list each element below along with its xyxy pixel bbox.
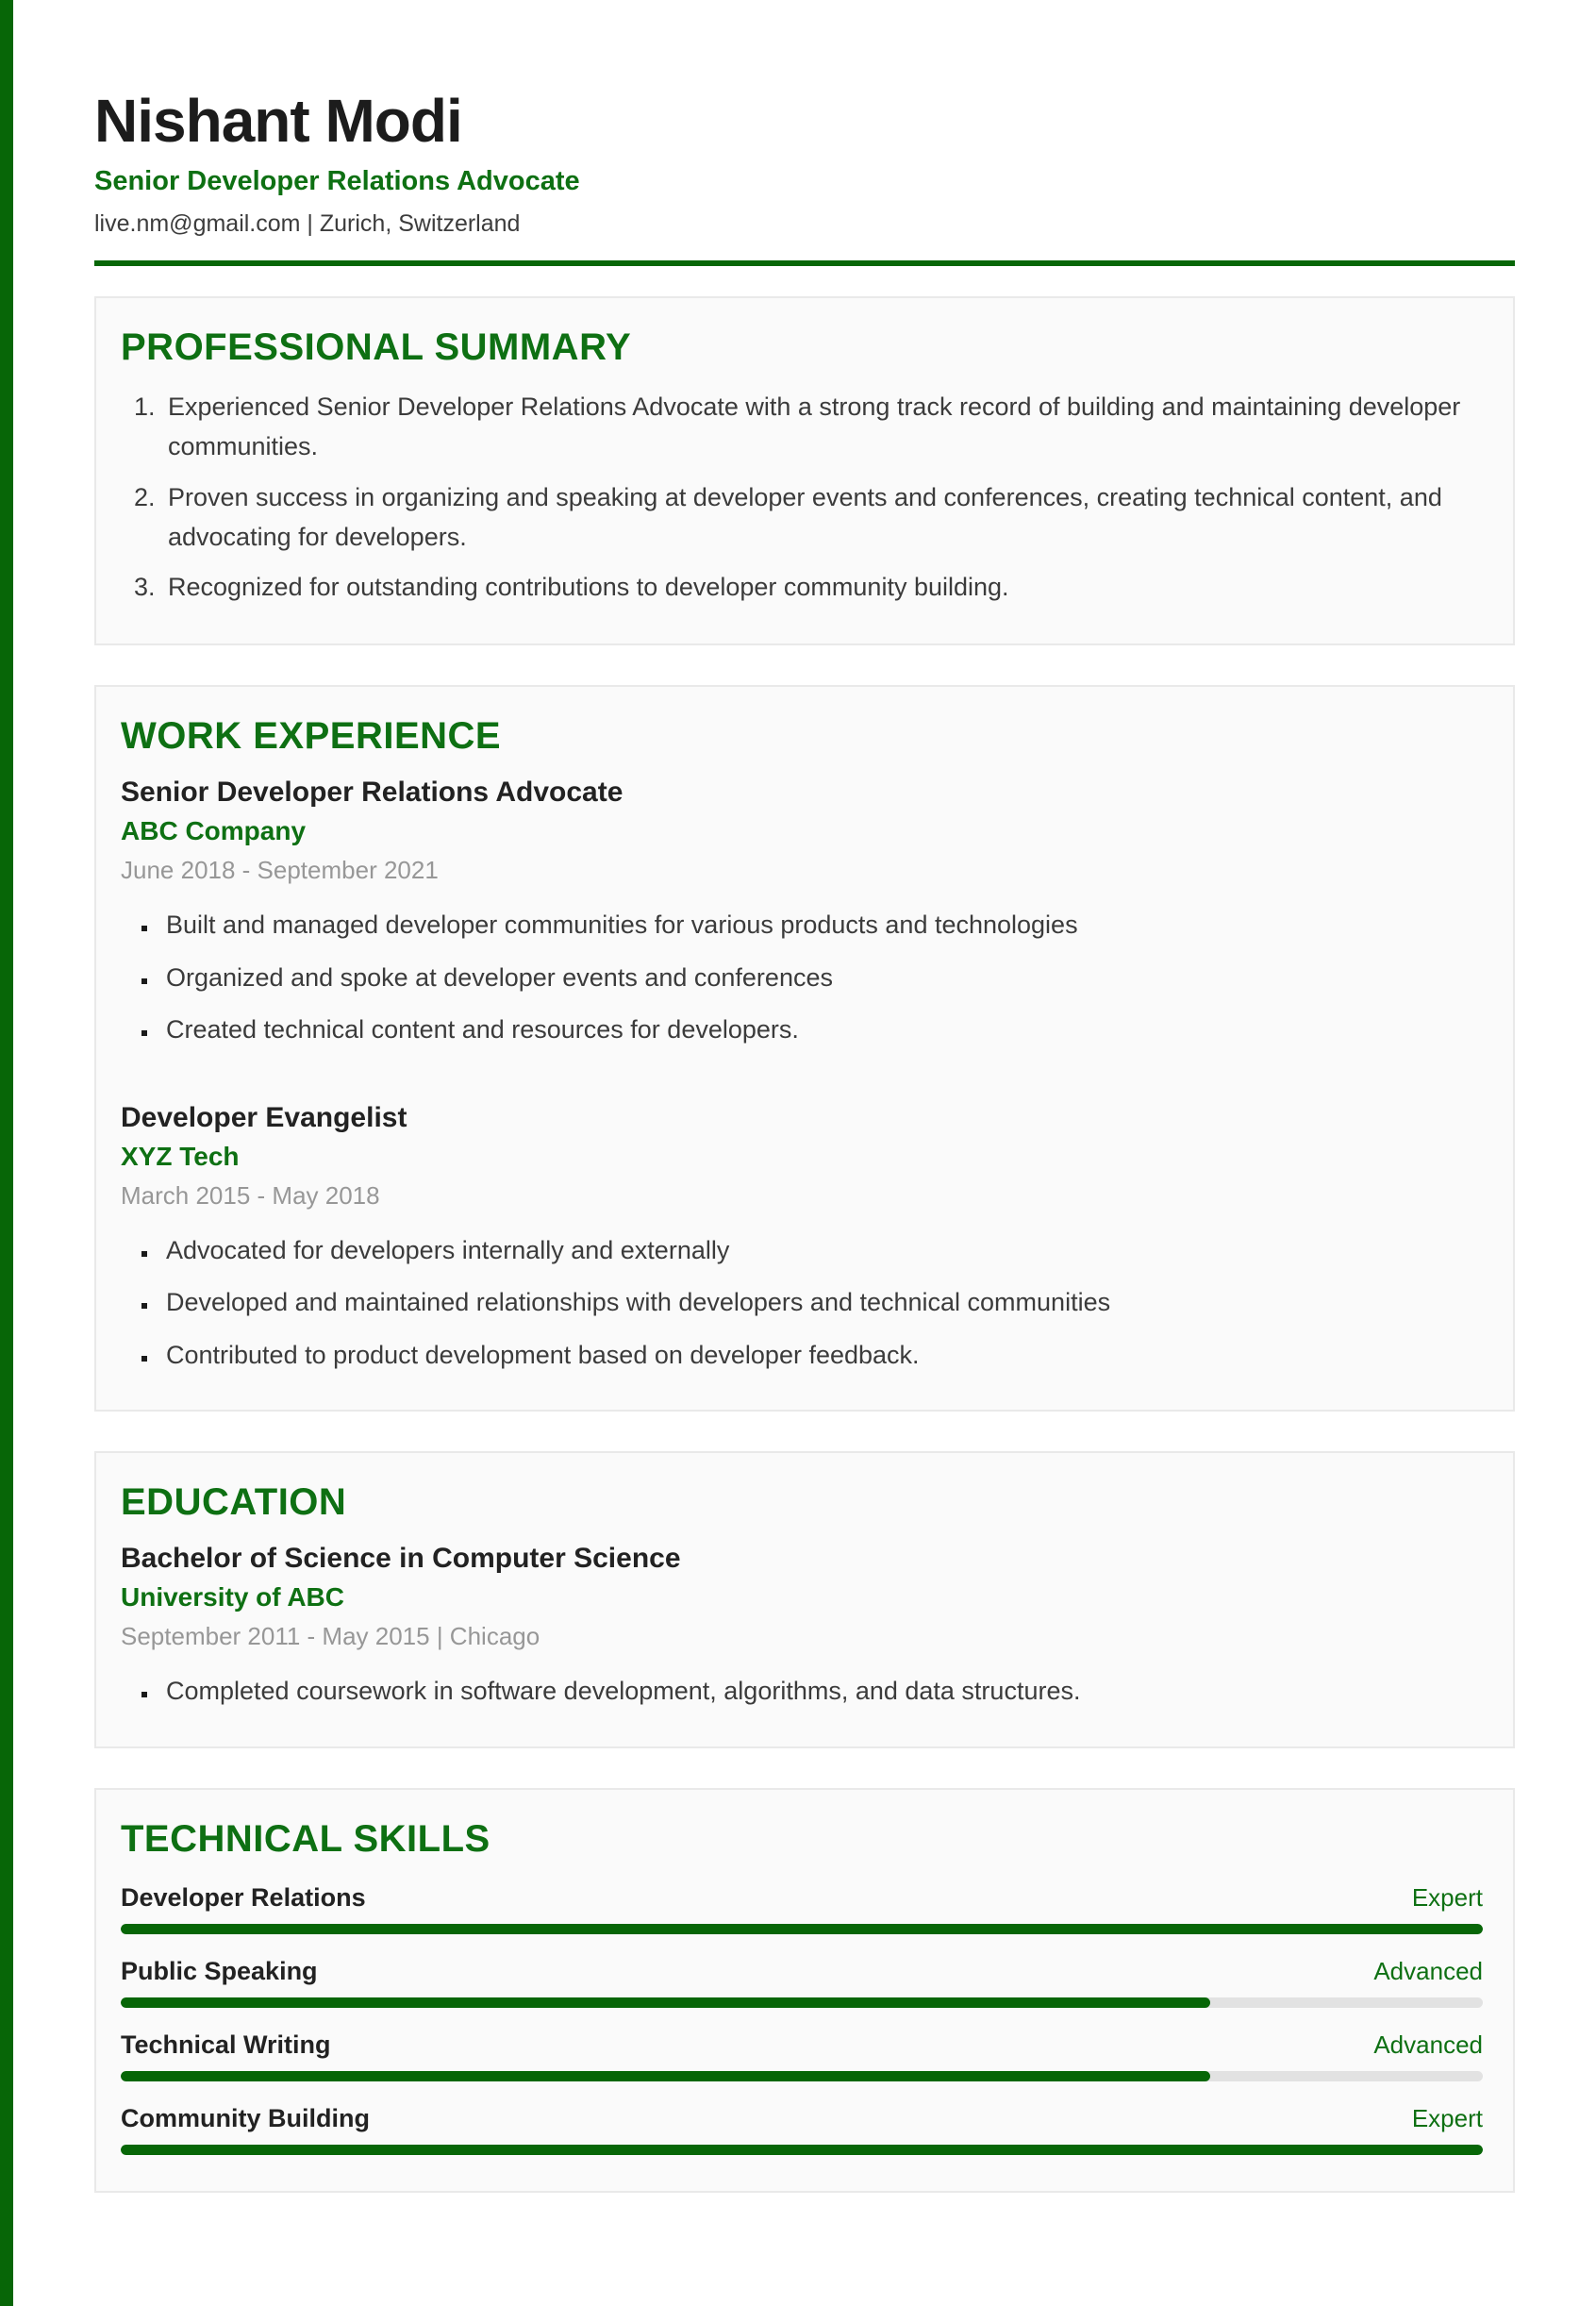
skill-progress-fill bbox=[121, 1924, 1483, 1934]
job-entry bbox=[121, 1102, 1483, 1375]
summary-list bbox=[121, 388, 1483, 608]
education-bullet: ▪ Completed coursework in software development, algorithms, and data structures. bbox=[158, 1672, 1483, 1711]
education-entry bbox=[121, 1543, 1483, 1711]
skill-name: Developer Relations bbox=[121, 1882, 366, 1912]
header bbox=[94, 87, 1515, 266]
skill-row bbox=[121, 1957, 1483, 2008]
summary-item: 1. Experienced Senior Developer Relations Advocate with a strong track record of building and maintaining developer communities. bbox=[162, 388, 1483, 467]
job-bullet-list bbox=[121, 906, 1483, 1049]
job-title: Developer Evangelist bbox=[121, 1101, 407, 1133]
skill-progress-fill bbox=[121, 1997, 1210, 2008]
job-company: XYZ Tech bbox=[121, 1141, 240, 1171]
skill-level: Advanced bbox=[1373, 2030, 1483, 2059]
job-bullet: ▪ Built and managed developer communities for various products and technologies bbox=[158, 906, 1483, 944]
skill-progress-fill bbox=[121, 2145, 1483, 2155]
skill-head bbox=[121, 1957, 1483, 1986]
skill-row bbox=[121, 2104, 1483, 2155]
section-heading-experience: WORK EXPERIENCE bbox=[121, 715, 502, 758]
job-bullet: ▪ Created technical content and resources for developers. bbox=[158, 1011, 1483, 1049]
job-title: Senior Developer Relations Advocate bbox=[121, 777, 623, 809]
summary-item: 3. Recognized for outstanding contributions to developer community building. bbox=[162, 568, 1483, 608]
job-bullet: ▪ Advocated for developers internally and externally bbox=[158, 1231, 1483, 1270]
job-dates: March 2015 - May 2018 bbox=[121, 1180, 380, 1210]
skill-level: Expert bbox=[1411, 2103, 1483, 2132]
skill-progress-track bbox=[121, 1924, 1483, 1934]
section-education bbox=[94, 1451, 1515, 1748]
header-divider bbox=[94, 260, 1515, 266]
summary-item: 2. Proven success in organizing and speaking at developer events and conferences, creating technical content, and advocating for developers. bbox=[162, 478, 1483, 558]
skill-name: Technical Writing bbox=[121, 2030, 331, 2059]
job-entry bbox=[121, 777, 1483, 1049]
skill-progress-track bbox=[121, 2071, 1483, 2081]
section-heading-education: EDUCATION bbox=[121, 1481, 347, 1524]
section-technical-skills bbox=[94, 1788, 1515, 2193]
skill-level: Advanced bbox=[1373, 1956, 1483, 1985]
job-bullet: ▪ Organized and spoke at developer events and conferences bbox=[158, 959, 1483, 997]
job-bullet: ▪ Contributed to product development based on developer feedback. bbox=[158, 1336, 1483, 1375]
skill-head bbox=[121, 1883, 1483, 1913]
skill-name: Community Building bbox=[121, 2103, 370, 2132]
skill-head bbox=[121, 2104, 1483, 2133]
skill-level: Expert bbox=[1411, 1882, 1483, 1912]
education-dates: September 2011 - May 2015 | Chicago bbox=[121, 1622, 540, 1651]
section-heading-summary: PROFESSIONAL SUMMARY bbox=[121, 326, 632, 368]
skill-row bbox=[121, 1883, 1483, 1934]
job-company: ABC Company bbox=[121, 816, 307, 846]
page-accent-strip bbox=[0, 0, 13, 2306]
skill-progress-track bbox=[121, 2145, 1483, 2155]
skill-progress-track bbox=[121, 1997, 1483, 2008]
section-work-experience bbox=[94, 685, 1515, 1412]
section-professional-summary bbox=[94, 296, 1515, 645]
section-heading-skills: TECHNICAL SKILLS bbox=[121, 1817, 490, 1860]
contact-line: live.nm@gmail.com | Zurich, Switzerland bbox=[94, 210, 521, 237]
skill-name: Public Speaking bbox=[121, 1956, 318, 1985]
skill-head bbox=[121, 2030, 1483, 2060]
skill-row bbox=[121, 2030, 1483, 2081]
school-name: University of ABC bbox=[121, 1582, 345, 1613]
job-bullet-list bbox=[121, 1231, 1483, 1375]
job-bullet: ▪ Developed and maintained relationships with developers and technical communities bbox=[158, 1283, 1483, 1322]
degree-title: Bachelor of Science in Computer Science bbox=[121, 1543, 681, 1575]
person-job-title: Senior Developer Relations Advocate bbox=[94, 166, 580, 196]
person-name: Nishant Modi bbox=[94, 87, 462, 155]
education-bullet-list bbox=[121, 1672, 1483, 1711]
job-dates: June 2018 - September 2021 bbox=[121, 856, 439, 885]
skill-progress-fill bbox=[121, 2071, 1210, 2081]
